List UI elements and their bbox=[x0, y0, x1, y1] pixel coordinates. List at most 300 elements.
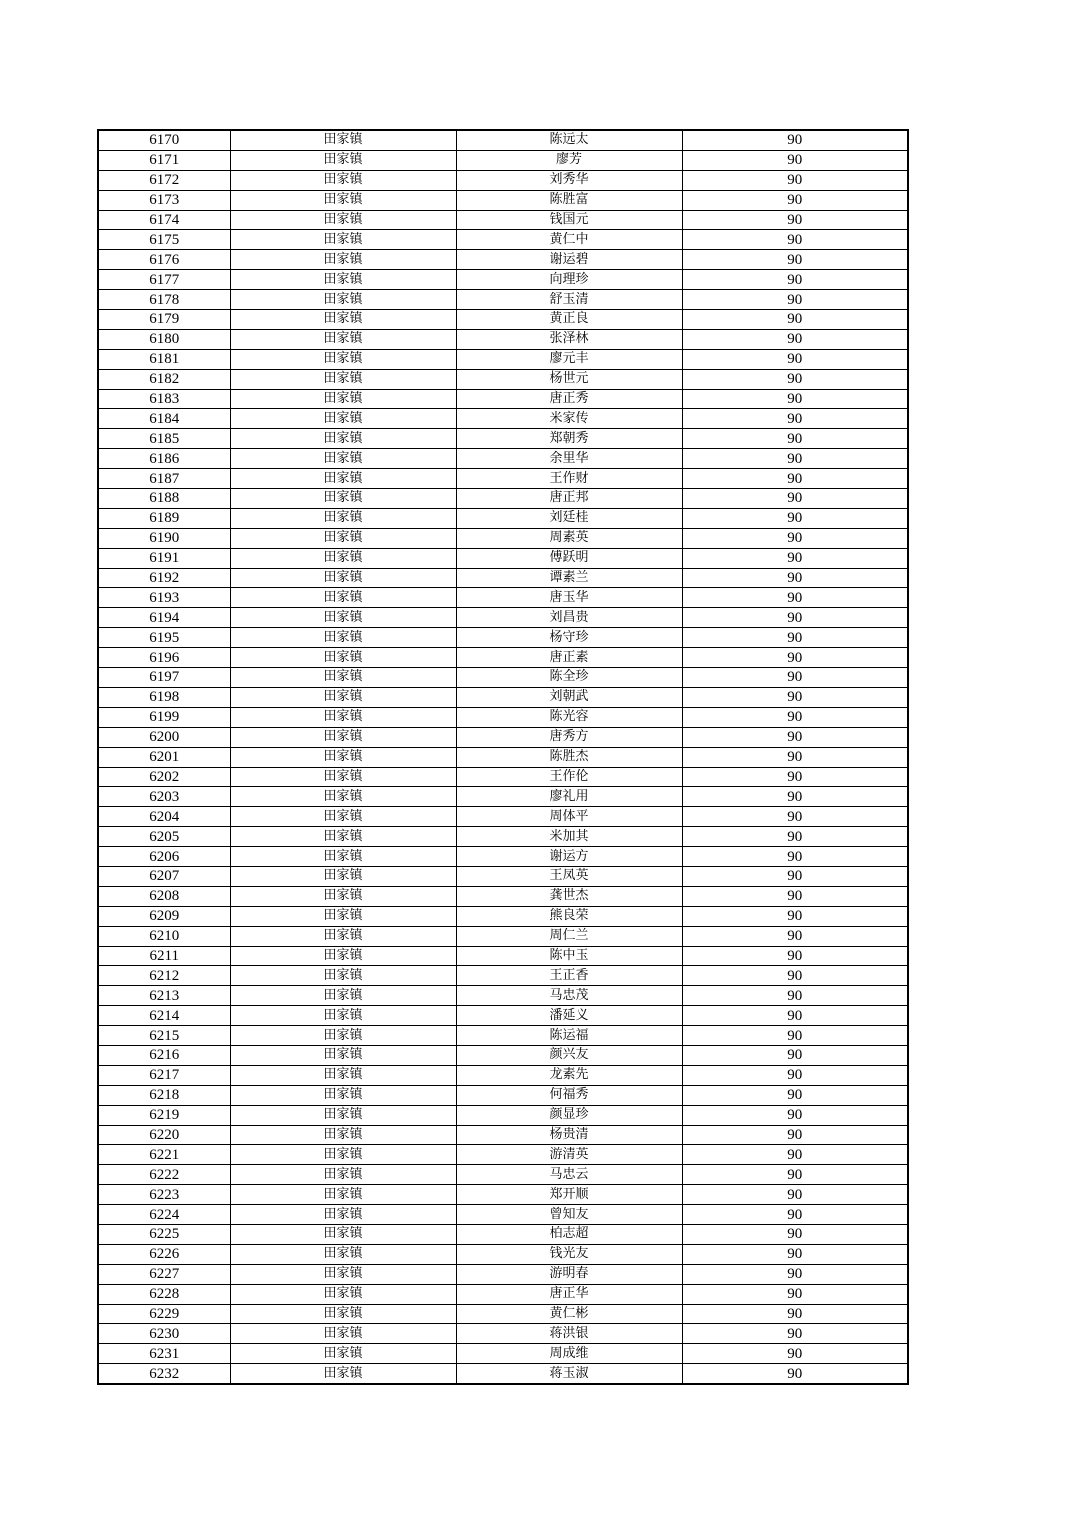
cell-serial-number: 6216 bbox=[98, 1045, 230, 1065]
cell-town: 田家镇 bbox=[230, 230, 456, 250]
cell-town: 田家镇 bbox=[230, 429, 456, 449]
cell-person-name: 陈运福 bbox=[456, 1026, 682, 1046]
table-row bbox=[98, 310, 908, 330]
cell-amount: 90 bbox=[682, 409, 908, 429]
cell-amount: 90 bbox=[682, 1324, 908, 1344]
cell-serial-number: 6199 bbox=[98, 707, 230, 727]
cell-town: 田家镇 bbox=[230, 687, 456, 707]
cell-person-name: 陈胜杰 bbox=[456, 747, 682, 767]
cell-amount: 90 bbox=[682, 170, 908, 190]
table-row bbox=[98, 1304, 908, 1324]
table-row bbox=[98, 449, 908, 469]
cell-amount: 90 bbox=[682, 329, 908, 349]
cell-serial-number: 6220 bbox=[98, 1125, 230, 1145]
cell-town: 田家镇 bbox=[230, 926, 456, 946]
cell-person-name: 陈中玉 bbox=[456, 946, 682, 966]
table-row bbox=[98, 906, 908, 926]
cell-serial-number: 6229 bbox=[98, 1304, 230, 1324]
cell-serial-number: 6185 bbox=[98, 429, 230, 449]
cell-town: 田家镇 bbox=[230, 1145, 456, 1165]
cell-serial-number: 6223 bbox=[98, 1185, 230, 1205]
table-row bbox=[98, 946, 908, 966]
cell-person-name: 杨守珍 bbox=[456, 628, 682, 648]
table-row bbox=[98, 628, 908, 648]
cell-town: 田家镇 bbox=[230, 369, 456, 389]
cell-town: 田家镇 bbox=[230, 1344, 456, 1364]
cell-town: 田家镇 bbox=[230, 1364, 456, 1384]
table-row bbox=[98, 866, 908, 886]
cell-amount: 90 bbox=[682, 469, 908, 489]
cell-person-name: 向理珍 bbox=[456, 270, 682, 290]
cell-serial-number: 6189 bbox=[98, 508, 230, 528]
cell-town: 田家镇 bbox=[230, 1324, 456, 1344]
table-row bbox=[98, 1185, 908, 1205]
cell-serial-number: 6224 bbox=[98, 1205, 230, 1225]
table-row bbox=[98, 787, 908, 807]
cell-town: 田家镇 bbox=[230, 1165, 456, 1185]
cell-town: 田家镇 bbox=[230, 508, 456, 528]
table-row bbox=[98, 847, 908, 867]
cell-amount: 90 bbox=[682, 389, 908, 409]
table-row bbox=[98, 1244, 908, 1264]
cell-amount: 90 bbox=[682, 1085, 908, 1105]
cell-amount: 90 bbox=[682, 648, 908, 668]
table-row bbox=[98, 1264, 908, 1284]
cell-serial-number: 6177 bbox=[98, 270, 230, 290]
cell-person-name: 潘延义 bbox=[456, 1006, 682, 1026]
cell-person-name: 刘朝武 bbox=[456, 687, 682, 707]
cell-amount: 90 bbox=[682, 668, 908, 688]
cell-person-name: 米家传 bbox=[456, 409, 682, 429]
cell-person-name: 龙素先 bbox=[456, 1065, 682, 1085]
table-row bbox=[98, 1125, 908, 1145]
table-row bbox=[98, 707, 908, 727]
cell-person-name: 舒玉清 bbox=[456, 290, 682, 310]
cell-person-name: 王正香 bbox=[456, 966, 682, 986]
cell-person-name: 郑开顺 bbox=[456, 1185, 682, 1205]
cell-person-name: 刘昌贵 bbox=[456, 608, 682, 628]
cell-town: 田家镇 bbox=[230, 270, 456, 290]
table-row bbox=[98, 727, 908, 747]
cell-serial-number: 6225 bbox=[98, 1224, 230, 1244]
cell-amount: 90 bbox=[682, 230, 908, 250]
cell-serial-number: 6217 bbox=[98, 1065, 230, 1085]
cell-town: 田家镇 bbox=[230, 150, 456, 170]
cell-person-name: 谢运碧 bbox=[456, 250, 682, 270]
cell-person-name: 柏志超 bbox=[456, 1224, 682, 1244]
cell-amount: 90 bbox=[682, 767, 908, 787]
cell-amount: 90 bbox=[682, 1165, 908, 1185]
cell-person-name: 周成维 bbox=[456, 1344, 682, 1364]
cell-serial-number: 6193 bbox=[98, 588, 230, 608]
cell-serial-number: 6221 bbox=[98, 1145, 230, 1165]
cell-person-name: 王凤英 bbox=[456, 866, 682, 886]
cell-serial-number: 6222 bbox=[98, 1165, 230, 1185]
cell-town: 田家镇 bbox=[230, 747, 456, 767]
table-row bbox=[98, 747, 908, 767]
cell-town: 田家镇 bbox=[230, 727, 456, 747]
table-row bbox=[98, 588, 908, 608]
cell-person-name: 龚世杰 bbox=[456, 886, 682, 906]
cell-town: 田家镇 bbox=[230, 210, 456, 230]
cell-town: 田家镇 bbox=[230, 389, 456, 409]
cell-person-name: 颜兴友 bbox=[456, 1045, 682, 1065]
cell-person-name: 蒋玉淑 bbox=[456, 1364, 682, 1384]
cell-amount: 90 bbox=[682, 290, 908, 310]
cell-serial-number: 6210 bbox=[98, 926, 230, 946]
cell-town: 田家镇 bbox=[230, 409, 456, 429]
table-row bbox=[98, 528, 908, 548]
cell-serial-number: 6175 bbox=[98, 230, 230, 250]
cell-amount: 90 bbox=[682, 1125, 908, 1145]
cell-person-name: 颜显珍 bbox=[456, 1105, 682, 1125]
table-row bbox=[98, 130, 908, 150]
cell-amount: 90 bbox=[682, 568, 908, 588]
cell-amount: 90 bbox=[682, 1065, 908, 1085]
cell-person-name: 余里华 bbox=[456, 449, 682, 469]
table-row bbox=[98, 210, 908, 230]
cell-person-name: 廖芳 bbox=[456, 150, 682, 170]
cell-serial-number: 6194 bbox=[98, 608, 230, 628]
cell-amount: 90 bbox=[682, 1045, 908, 1065]
cell-person-name: 唐正邦 bbox=[456, 489, 682, 509]
cell-serial-number: 6214 bbox=[98, 1006, 230, 1026]
cell-town: 田家镇 bbox=[230, 866, 456, 886]
cell-town: 田家镇 bbox=[230, 906, 456, 926]
table-row bbox=[98, 568, 908, 588]
cell-person-name: 钱光友 bbox=[456, 1244, 682, 1264]
cell-person-name: 唐秀方 bbox=[456, 727, 682, 747]
cell-serial-number: 6201 bbox=[98, 747, 230, 767]
cell-serial-number: 6212 bbox=[98, 966, 230, 986]
cell-town: 田家镇 bbox=[230, 1026, 456, 1046]
table-row bbox=[98, 1026, 908, 1046]
cell-amount: 90 bbox=[682, 687, 908, 707]
cell-serial-number: 6195 bbox=[98, 628, 230, 648]
cell-serial-number: 6187 bbox=[98, 469, 230, 489]
cell-amount: 90 bbox=[682, 847, 908, 867]
cell-serial-number: 6207 bbox=[98, 866, 230, 886]
cell-serial-number: 6209 bbox=[98, 906, 230, 926]
table-row bbox=[98, 369, 908, 389]
cell-amount: 90 bbox=[682, 787, 908, 807]
cell-town: 田家镇 bbox=[230, 469, 456, 489]
cell-person-name: 陈胜富 bbox=[456, 190, 682, 210]
table-row bbox=[98, 1105, 908, 1125]
cell-town: 田家镇 bbox=[230, 1006, 456, 1026]
table-row bbox=[98, 1284, 908, 1304]
table-row bbox=[98, 290, 908, 310]
table-row bbox=[98, 489, 908, 509]
cell-amount: 90 bbox=[682, 906, 908, 926]
cell-serial-number: 6203 bbox=[98, 787, 230, 807]
cell-person-name: 唐正华 bbox=[456, 1284, 682, 1304]
cell-amount: 90 bbox=[682, 1145, 908, 1165]
cell-town: 田家镇 bbox=[230, 310, 456, 330]
cell-serial-number: 6191 bbox=[98, 548, 230, 568]
cell-person-name: 廖元丰 bbox=[456, 349, 682, 369]
cell-person-name: 蒋洪银 bbox=[456, 1324, 682, 1344]
cell-serial-number: 6182 bbox=[98, 369, 230, 389]
table-row bbox=[98, 190, 908, 210]
table-row bbox=[98, 687, 908, 707]
cell-serial-number: 6202 bbox=[98, 767, 230, 787]
cell-town: 田家镇 bbox=[230, 170, 456, 190]
cell-amount: 90 bbox=[682, 1026, 908, 1046]
cell-town: 田家镇 bbox=[230, 250, 456, 270]
cell-serial-number: 6232 bbox=[98, 1364, 230, 1384]
cell-town: 田家镇 bbox=[230, 528, 456, 548]
cell-amount: 90 bbox=[682, 1284, 908, 1304]
cell-serial-number: 6208 bbox=[98, 886, 230, 906]
cell-town: 田家镇 bbox=[230, 648, 456, 668]
cell-town: 田家镇 bbox=[230, 847, 456, 867]
cell-town: 田家镇 bbox=[230, 1185, 456, 1205]
cell-serial-number: 6192 bbox=[98, 568, 230, 588]
cell-amount: 90 bbox=[682, 449, 908, 469]
cell-amount: 90 bbox=[682, 210, 908, 230]
table-row bbox=[98, 827, 908, 847]
cell-serial-number: 6200 bbox=[98, 727, 230, 747]
cell-serial-number: 6173 bbox=[98, 190, 230, 210]
cell-amount: 90 bbox=[682, 548, 908, 568]
cell-person-name: 傅跃明 bbox=[456, 548, 682, 568]
cell-person-name: 何福秀 bbox=[456, 1085, 682, 1105]
cell-person-name: 杨世元 bbox=[456, 369, 682, 389]
cell-amount: 90 bbox=[682, 1185, 908, 1205]
cell-amount: 90 bbox=[682, 807, 908, 827]
cell-serial-number: 6196 bbox=[98, 648, 230, 668]
cell-town: 田家镇 bbox=[230, 1264, 456, 1284]
table-row bbox=[98, 429, 908, 449]
cell-serial-number: 6183 bbox=[98, 389, 230, 409]
table-row bbox=[98, 508, 908, 528]
cell-town: 田家镇 bbox=[230, 489, 456, 509]
cell-town: 田家镇 bbox=[230, 1125, 456, 1145]
cell-person-name: 唐正秀 bbox=[456, 389, 682, 409]
table-row bbox=[98, 1205, 908, 1225]
cell-person-name: 谭素兰 bbox=[456, 568, 682, 588]
table-row bbox=[98, 668, 908, 688]
table-row bbox=[98, 608, 908, 628]
cell-serial-number: 6198 bbox=[98, 687, 230, 707]
cell-person-name: 陈光容 bbox=[456, 707, 682, 727]
cell-serial-number: 6180 bbox=[98, 329, 230, 349]
cell-person-name: 周素英 bbox=[456, 528, 682, 548]
cell-person-name: 王作伦 bbox=[456, 767, 682, 787]
table-row bbox=[98, 329, 908, 349]
table-row bbox=[98, 170, 908, 190]
cell-amount: 90 bbox=[682, 250, 908, 270]
cell-town: 田家镇 bbox=[230, 548, 456, 568]
cell-town: 田家镇 bbox=[230, 449, 456, 469]
cell-amount: 90 bbox=[682, 608, 908, 628]
cell-person-name: 曾知友 bbox=[456, 1205, 682, 1225]
cell-serial-number: 6215 bbox=[98, 1026, 230, 1046]
table-row bbox=[98, 767, 908, 787]
cell-person-name: 刘秀华 bbox=[456, 170, 682, 190]
table-row bbox=[98, 1065, 908, 1085]
table-row bbox=[98, 1224, 908, 1244]
cell-serial-number: 6218 bbox=[98, 1085, 230, 1105]
cell-amount: 90 bbox=[682, 727, 908, 747]
cell-town: 田家镇 bbox=[230, 628, 456, 648]
cell-amount: 90 bbox=[682, 310, 908, 330]
cell-town: 田家镇 bbox=[230, 130, 456, 150]
cell-town: 田家镇 bbox=[230, 1244, 456, 1264]
table-row bbox=[98, 1324, 908, 1344]
table-row bbox=[98, 548, 908, 568]
cell-amount: 90 bbox=[682, 827, 908, 847]
cell-amount: 90 bbox=[682, 489, 908, 509]
cell-town: 田家镇 bbox=[230, 349, 456, 369]
cell-amount: 90 bbox=[682, 747, 908, 767]
cell-person-name: 王作财 bbox=[456, 469, 682, 489]
cell-serial-number: 6211 bbox=[98, 946, 230, 966]
cell-person-name: 谢运方 bbox=[456, 847, 682, 867]
cell-town: 田家镇 bbox=[230, 1224, 456, 1244]
cell-amount: 90 bbox=[682, 528, 908, 548]
cell-town: 田家镇 bbox=[230, 668, 456, 688]
cell-person-name: 马忠茂 bbox=[456, 986, 682, 1006]
cell-town: 田家镇 bbox=[230, 290, 456, 310]
table-row bbox=[98, 250, 908, 270]
cell-amount: 90 bbox=[682, 270, 908, 290]
cell-person-name: 陈全珍 bbox=[456, 668, 682, 688]
cell-person-name: 周体平 bbox=[456, 807, 682, 827]
cell-town: 田家镇 bbox=[230, 966, 456, 986]
cell-person-name: 马忠云 bbox=[456, 1165, 682, 1185]
cell-amount: 90 bbox=[682, 588, 908, 608]
cell-town: 田家镇 bbox=[230, 190, 456, 210]
cell-serial-number: 6204 bbox=[98, 807, 230, 827]
cell-serial-number: 6205 bbox=[98, 827, 230, 847]
cell-person-name: 黄仁彬 bbox=[456, 1304, 682, 1324]
cell-person-name: 唐玉华 bbox=[456, 588, 682, 608]
cell-town: 田家镇 bbox=[230, 608, 456, 628]
table-row bbox=[98, 986, 908, 1006]
cell-person-name: 唐正素 bbox=[456, 648, 682, 668]
cell-serial-number: 6188 bbox=[98, 489, 230, 509]
cell-amount: 90 bbox=[682, 1105, 908, 1125]
cell-amount: 90 bbox=[682, 707, 908, 727]
cell-person-name: 黄正良 bbox=[456, 310, 682, 330]
cell-town: 田家镇 bbox=[230, 568, 456, 588]
cell-person-name: 陈远太 bbox=[456, 130, 682, 150]
cell-serial-number: 6171 bbox=[98, 150, 230, 170]
cell-serial-number: 6178 bbox=[98, 290, 230, 310]
cell-person-name: 熊良荣 bbox=[456, 906, 682, 926]
table-row bbox=[98, 1045, 908, 1065]
cell-town: 田家镇 bbox=[230, 329, 456, 349]
cell-amount: 90 bbox=[682, 349, 908, 369]
cell-amount: 90 bbox=[682, 190, 908, 210]
cell-serial-number: 6226 bbox=[98, 1244, 230, 1264]
cell-amount: 90 bbox=[682, 946, 908, 966]
cell-serial-number: 6190 bbox=[98, 528, 230, 548]
cell-amount: 90 bbox=[682, 150, 908, 170]
table-row bbox=[98, 409, 908, 429]
cell-amount: 90 bbox=[682, 1304, 908, 1324]
table-row bbox=[98, 1145, 908, 1165]
cell-person-name: 黄仁中 bbox=[456, 230, 682, 250]
cell-town: 田家镇 bbox=[230, 1205, 456, 1225]
cell-town: 田家镇 bbox=[230, 946, 456, 966]
cell-person-name: 游清英 bbox=[456, 1145, 682, 1165]
cell-serial-number: 6230 bbox=[98, 1324, 230, 1344]
cell-amount: 90 bbox=[682, 1224, 908, 1244]
cell-serial-number: 6186 bbox=[98, 449, 230, 469]
cell-town: 田家镇 bbox=[230, 588, 456, 608]
cell-serial-number: 6213 bbox=[98, 986, 230, 1006]
cell-town: 田家镇 bbox=[230, 827, 456, 847]
table-row bbox=[98, 1344, 908, 1364]
cell-person-name: 郑朝秀 bbox=[456, 429, 682, 449]
cell-town: 田家镇 bbox=[230, 1085, 456, 1105]
cell-person-name: 米加其 bbox=[456, 827, 682, 847]
cell-amount: 90 bbox=[682, 866, 908, 886]
table-row bbox=[98, 270, 908, 290]
cell-town: 田家镇 bbox=[230, 767, 456, 787]
table-row bbox=[98, 389, 908, 409]
cell-amount: 90 bbox=[682, 986, 908, 1006]
cell-town: 田家镇 bbox=[230, 1284, 456, 1304]
cell-town: 田家镇 bbox=[230, 1065, 456, 1085]
table-row bbox=[98, 1085, 908, 1105]
cell-serial-number: 6176 bbox=[98, 250, 230, 270]
table-row bbox=[98, 349, 908, 369]
cell-amount: 90 bbox=[682, 628, 908, 648]
table-body bbox=[98, 130, 908, 1384]
cell-town: 田家镇 bbox=[230, 707, 456, 727]
table-row bbox=[98, 1006, 908, 1026]
cell-amount: 90 bbox=[682, 966, 908, 986]
cell-town: 田家镇 bbox=[230, 807, 456, 827]
cell-town: 田家镇 bbox=[230, 1304, 456, 1324]
cell-amount: 90 bbox=[682, 1205, 908, 1225]
table-row bbox=[98, 230, 908, 250]
cell-serial-number: 6227 bbox=[98, 1264, 230, 1284]
cell-amount: 90 bbox=[682, 1344, 908, 1364]
cell-amount: 90 bbox=[682, 369, 908, 389]
table-row bbox=[98, 886, 908, 906]
table-row bbox=[98, 807, 908, 827]
cell-person-name: 钱国元 bbox=[456, 210, 682, 230]
cell-town: 田家镇 bbox=[230, 886, 456, 906]
cell-serial-number: 6174 bbox=[98, 210, 230, 230]
cell-town: 田家镇 bbox=[230, 986, 456, 1006]
cell-amount: 90 bbox=[682, 1006, 908, 1026]
cell-town: 田家镇 bbox=[230, 1105, 456, 1125]
cell-serial-number: 6170 bbox=[98, 130, 230, 150]
cell-amount: 90 bbox=[682, 1244, 908, 1264]
cell-amount: 90 bbox=[682, 886, 908, 906]
cell-amount: 90 bbox=[682, 508, 908, 528]
cell-amount: 90 bbox=[682, 926, 908, 946]
cell-serial-number: 6231 bbox=[98, 1344, 230, 1364]
table-row bbox=[98, 926, 908, 946]
table-row bbox=[98, 469, 908, 489]
cell-serial-number: 6181 bbox=[98, 349, 230, 369]
cell-person-name: 游明春 bbox=[456, 1264, 682, 1284]
cell-serial-number: 6172 bbox=[98, 170, 230, 190]
cell-amount: 90 bbox=[682, 1364, 908, 1384]
cell-serial-number: 6197 bbox=[98, 668, 230, 688]
cell-person-name: 刘廷桂 bbox=[456, 508, 682, 528]
cell-person-name: 廖礼用 bbox=[456, 787, 682, 807]
payment-table bbox=[97, 129, 909, 1385]
cell-amount: 90 bbox=[682, 1264, 908, 1284]
